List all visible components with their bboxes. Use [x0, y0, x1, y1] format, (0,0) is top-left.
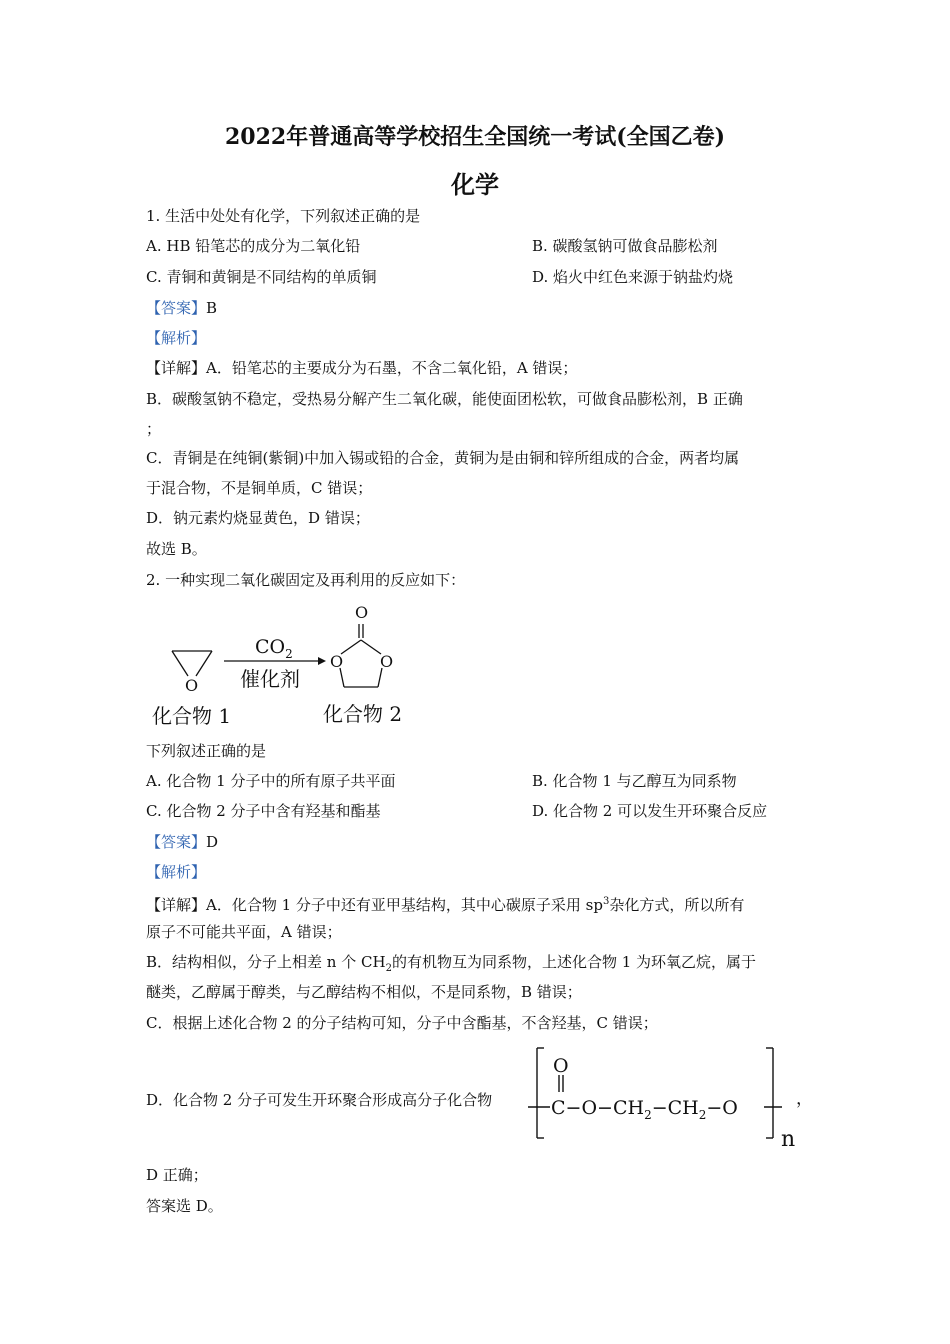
q1-detail-a: 【详解】A．铅笔芯的主要成分为石墨，不含二氧化铅，A 错误；: [146, 359, 578, 377]
q1-detail-c-2: 于混合物，不是铜单质，C 错误；: [146, 479, 373, 497]
q1-conclusion: 故选 B。: [146, 540, 207, 558]
q2-option-c: C. 化合物 2 分子中含有羟基和酯基: [146, 802, 381, 820]
compound-1-structure: [172, 651, 212, 676]
q2-prompt: 下列叙述正确的是: [146, 742, 267, 760]
compound-2-label: 化合物 2: [323, 702, 403, 726]
q2-detail-b-1: B．结构相似，分子上相差 n 个 $CH_2$的有机物互为同系物，上述化合物 1 为环氧乙烷，属于: [146, 953, 757, 974]
q2-option-d: D. 化合物 2 可以发生开环聚合反应: [532, 802, 768, 820]
q2-detail-d: D．化合物 2 分子可发生开环聚合形成高分子化合物: [146, 1091, 493, 1109]
q2-analysis-tag: 【解析】: [146, 863, 207, 881]
polymer-structure: [520, 1042, 820, 1152]
q1-analysis-tag: 【解析】: [146, 329, 207, 347]
q1-detail-d: D．钠元素灼烧显黄色，D 错误；: [146, 509, 370, 527]
compound-2-ring-oxygen-left: O: [330, 652, 344, 671]
q1-detail-b: B．碳酸氢钠不稳定，受热易分解产生二氧化碳，能使面团松软，可做食品膨松剂，B 正确: [146, 390, 743, 408]
q2-answer: [146, 832, 218, 852]
compound-2-carbonyl-oxygen: O: [355, 603, 369, 622]
q1-option-d: D. 焰火中红色来源于钠盐灼烧: [532, 268, 734, 286]
q2-conclusion: 答案选 D。: [146, 1197, 223, 1215]
polymer-repeat-n: n: [781, 1127, 796, 1152]
polymer-carbonyl-oxygen: O: [553, 1055, 569, 1077]
compound-1-label: 化合物 1: [152, 704, 232, 728]
polymer-chain: $C-O-CH_2-CH_2-O$: [551, 1097, 738, 1122]
q1-option-c: C. 青铜和黄铜是不同结构的单质铜: [146, 268, 377, 286]
q2-option-b: B. 化合物 1 与乙醇互为同系物: [532, 772, 737, 790]
answer-value: D: [206, 833, 219, 851]
q2-detail-c: C．根据上述化合物 2 的分子结构可知，分子中含酯基，不含羟基，C 错误；: [146, 1014, 658, 1032]
answer-value: B: [206, 299, 218, 317]
polymer-trailing-comma: ，: [796, 1089, 813, 1109]
reaction-scheme: [140, 596, 440, 736]
answer-tag: 【答案】: [146, 833, 207, 851]
q1-option-a: A. HB 铅笔芯的成分为二氧化铅: [146, 237, 361, 255]
q1-answer: [146, 298, 217, 318]
q2-stem: 2. 一种实现二氧化碳固定及再利用的反应如下：: [146, 571, 466, 589]
q2-detail-b-2: 醚类，乙醇属于醇类，与乙醇结构不相似，不是同系物，B 错误；: [146, 983, 582, 1001]
q2-detail-a-2: 原子不可能共平面，A 错误；: [146, 923, 342, 941]
reagent-catalyst: 催化剂: [240, 667, 300, 691]
compound-1-oxygen: O: [185, 676, 199, 695]
q1-stem: 1. 生活中处处有化学，下列叙述正确的是: [146, 207, 421, 225]
answer-tag: 【答案】: [146, 299, 207, 317]
reagent-co2: $CO_2$: [255, 636, 293, 661]
q2-d-correct: D 正确；: [146, 1166, 208, 1184]
q1-detail-c-1: C．青铜是在纯铜(紫铜)中加入锡或铅的合金，黄铜为是由铜和锌所组成的合金，两者均属: [146, 449, 740, 467]
compound-2-structure: [340, 624, 382, 687]
exam-title: 2022年普通高等学校招生全国统一考试(全国乙卷): [224, 124, 726, 150]
compound-2-ring-oxygen-right: O: [380, 652, 394, 671]
q1-detail-b-end: ；: [146, 420, 162, 438]
q2-option-a: A. 化合物 1 分子中的所有原子共平面: [146, 772, 396, 790]
q1-option-b: B. 碳酸氢钠可做食品膨松剂: [532, 237, 718, 255]
reaction-arrowhead: [318, 657, 326, 665]
q2-detail-a-1: 【详解】A．化合物 1 分子中还有亚甲基结构，其中心碳原子采用 $sp^3$杂化方式，所以所有: [146, 896, 745, 914]
subject-title: 化学: [451, 170, 499, 199]
